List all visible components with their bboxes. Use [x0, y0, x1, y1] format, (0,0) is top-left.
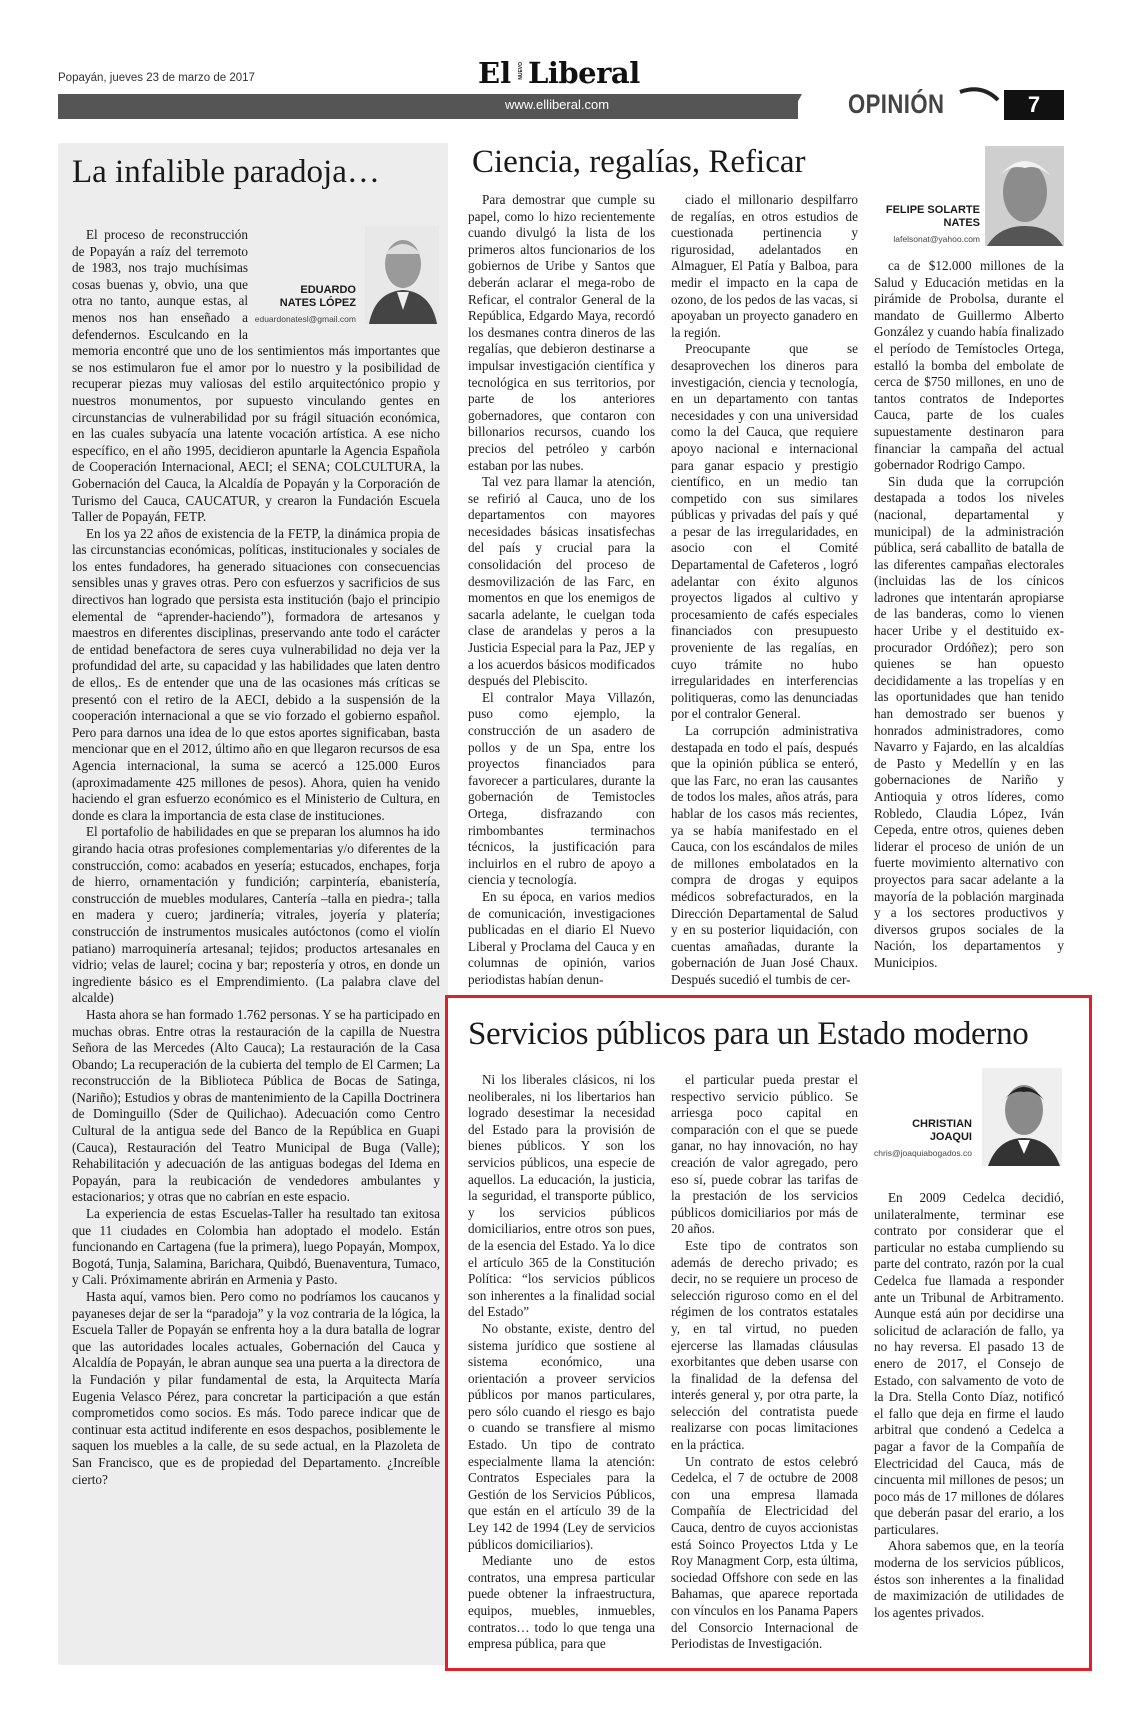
article-3-author-photo — [982, 1068, 1062, 1166]
paragraph: En los ya 22 años de existencia de la FETP, la dinámica propia de las circunstancias económicas, políticas, institucionales y sociales de los entes fundadores, ha generado situaciones con consecuencias sensibles unas y graves otras. Pero con esfuerzos y sacrificios de sus directivos han logrado que persista esta institución (bajo el principio elemental de “aprender-haciendo”), formadora de artesanos y maestros en diferentes disciplinas, preservando ante todo el carácter de entidad benefactora de seres cuya vulnerabilidad no deja ver la profundidad del arte, su capacidad y las habilidades que laten dentro de ellos,. Es de entender que una de las ocasiones más críticas se presentó con el retiro de la AECI, debido a la suspensión de la cooperación internacional a que se vio forzado el gobierno español. Pero para darnos una idea de lo que estos aportes significaban, basta mencionar que en el 2012, último año en que llegaron recursos de esa Agencia internacional, la suma se acercó a 125.000 Euros (aproximadamente 425 millones de pesos). Ahora, quien ha venido haciendo el gran esfuerzo económico es el Ministerio de Cultura, en donde es clara la importancia de esta clase de instituciones. — [72, 525, 440, 823]
paragraph: El contralor Maya Villazón, puso como ejemplo, la construcción de un asadero de pollos y de un Spa, entre los proyectos financiados para favorecer a particulares, durante la gobernación de Temistocles Ortega, disfrazando con rimbombantes terminachos técnicos, la justificación para incluirlos en el rubro de apoyo a ciencia y tecnología. — [468, 689, 655, 888]
paragraph: En su época, en varios medios de comunicación, investigaciones publicadas en el diario El Nuevo Liberal y Proclama del Cauca y en columnas de opinión, varios periodistas habían denun- — [468, 888, 655, 987]
article-1-author-email: eduardonatesl@gmail.com — [254, 314, 356, 324]
article-3-column-3 — [874, 1190, 1064, 1662]
paragraph: ciado el millonario despilfarro de regalías, en otros estudios de cuestionada pertinencia y rigurosidad, adelantados en Almaguer, El Patía y Balboa, para medir el impacto en la capa de ozono, de los pedos de las vacas, si apoyaban un proyecto ganadero en la región. — [671, 192, 858, 340]
section-title: OPINIÓN — [848, 89, 945, 119]
paragraph: ca de $12.000 millones de la Salud y Educación metidas en la pirámide de Probolsa, durante el mandato de Guillermo Alberto González y cuando había finalizado el período de Temístocles Ortega, estalló la bomba del embolate de cerca de $750 millones, en uno de tantos contratos de Indeportes Cauca, parte de los cuales supuestamente destinaron para financiar la campaña del actual gobernador Rodrigo Campo. — [874, 258, 1064, 473]
header-date: Popayán, jueves 23 de marzo de 2017 — [58, 72, 255, 84]
article-3-column-1 — [468, 1072, 655, 1662]
paragraph: el particular pueda prestar el respectivo servicio público. Se arriesga poco capital en comparación con el que se puede ganar, no hay innovación, no hay creación de valor agregado, pero eso sí, puede cobrar las tarifas de la prestación de los servicios públicos domiciliarios por más de 20 años. — [671, 1072, 858, 1237]
article-1-title: La infalible paradoja… — [72, 154, 380, 190]
page-number: 7 — [1027, 92, 1041, 117]
article-2-author-name: FELIPE SOLARTE NATES — [885, 204, 980, 229]
paragraph: El proceso de reconstrucción de Popayán a raíz del terremoto de 1983, nos trajo muchísimas cosas buenas y, obvio, una que otra no tanto, aunque estas, al menos nos han enseñado a defendernos. Esculcando en la memoria encontré que uno de los sentimientos más importantes que se nos estimularon fue el amor por lo nuestro y la posibilidad de recuperar piezas muy valiosas del estilo arquitectónico propio y nuestros monumentos, por supuesto vinculando gentes en circunstancias de vulnerabilidad por su frágil situación económica, en las cuales subyacía una latente vocación artística. A ese nicho específico, en el año 1995, decidieron apuntarle la Agencia Española de Cooperación Internacional, AECI; el SENA; COLCULTURA, la Gobernación del Cauca, la Alcaldía de Popayán y la Corporación de Turismo del Cauca, CAUCATUR, y crearon la Fundación Escuela Taller de Popayán, FETP. — [72, 227, 440, 525]
article-2-column-1 — [468, 192, 655, 987]
paragraph: Mediante uno de estos contratos, una empresa particular puede obtener la infraestructura, equipos, muebles, inmuebles, contratos… todo lo que tenga una empresa pública, para que — [468, 1553, 655, 1652]
paragraph: Hasta aquí, vamos bien. Pero como no podríamos los caucanos y payaneses dejar de ser la “paradoja” y la voz contraria de la lógica, la Escuela Taller de Popayán se enfrenta hoy a la dura batalla de lograr que las autoridades locales actuales, Gobernación del Cauca y Alcaldía de Popayán, le abran aunque sea una puerta a la directora de la Fundación y pilar fundamental de esta, la Arquitecta María Eugenia Velasco Pérez, para concretar la participación a que están comprometidos como socios. Es más. Todo parece indicar que de continuar esta actitud indiferente en esos despachos, posiblemente le saquen los muebles a la calle, de su sede actual, en la Plazoleta de San Francisco, que es de propiedad del Departamento. ¿Increíble cierto? — [72, 1289, 440, 1487]
article-1-body — [72, 227, 440, 1655]
paragraph: La experiencia de estas Escuelas-Taller ha resultado tan exitosa que 11 ciudades en Colombia han adoptado el modelo. Están funcionando en Cartagena (fue la primera), luego Popayán, Mompox, Bogotá, Tunja, Salamina, Barichara, Quibdó, Buenaventura, Tumaco, y Cali. Próximamente abrirán en Armenia y Pasto. — [72, 1206, 440, 1288]
paragraph: El portafolio de habilidades en que se preparan los alumnos ha ido girando hacia otras profesiones complementarias y/o diferentes de la construcción, como: acabados en yesería; estucados, enchapes, forja de hierro, ornamentación y fundición; carpintería, ebanistería, construcción de muebles modulares, Cantería –talla en piedra-; talla en madera y cuero; jardinería; vitrales, joyería y platería; construcción de instrumentos musicales autóctonos (como el violín patiano) marroquinería artesanal; tejidos; productos artesanales en vidrio; velas de laurel; cocina y bar; repostería y otros, en donde un ingrediente básico es el Emprendimiento. (La palabra clave del alcalde) — [72, 824, 440, 1006]
header-url[interactable]: www.elliberal.com — [505, 97, 610, 112]
article-3-author-email: chris@joaquiabogados.co — [874, 1148, 972, 1158]
paragraph: Ahora sabemos que, en la teoría moderna de los servicios públicos, éstos son inherentes a la finalidad de maximización de utilidades de los agentes privados. — [874, 1538, 1064, 1620]
paragraph: Sin duda que la corrupción destapada a todos los niveles (nacional, departamental y municipal) de la administración pública, será caballito de batalla de las diferentes campañas electorales (incluidas las de los cínicos ladrones que intentarán apropiarse de las banderas, como lo vienen hacer Uribe y el destituido ex-procurador Ordóñez); pero son quienes se han opuesto decididamente a las tropelías y en las oportunidades que han tenido han demostrado ser buenos y honrados administradores, como Navarro y Fajardo, en las alcaldías de Pasto y Medellín y en las gobernaciones de Nariño y Antioquia y otros líderes, como Robledo, Claudia López, Iván Cepeda, entre otros, quienes deben liderar el proceso de unión de un fuerte movimiento alternativo con proyectos para sacar adelante a la mayoría de la población marginada y a los sectores productivos y diversos grupos sociales de la Nación, los departamentos y Municipios. — [874, 473, 1064, 970]
article-2-title: Ciencia, regalías, Reficar — [472, 144, 806, 180]
article-2-column-2 — [671, 192, 858, 987]
article-2-author-email: lafelsonat@yahoo.com — [893, 234, 980, 244]
section-swoosh-icon — [958, 86, 1002, 120]
logo-nuevo: NUEVO — [518, 62, 524, 80]
header-bar-corner — [788, 94, 802, 119]
article-3-author-name: CHRISTIAN JOAQUI — [912, 1118, 972, 1143]
paragraph: En 2009 Cedelca decidió, unilateralmente, terminar ese contrato por considerar que el particular no estaba cumpliendo su parte del contrato, razón por la cual Cedelca fue llamada a responder ante un Tribunal de Arbitramento. Aunque está aún por decidirse una solicitud de aclaración de fallo, ya no hay reversa. El pasado 13 de enero de 2017, el Consejo de Estado, con salvamento de voto de la Dra. Stella Conto Díaz, notificó el fallo que deja en firme el laudo arbitral que condenó a Cedelca a pagar a favor de la Compañía de Electricidad del Cauca, más de cincuenta mil millones de pesos; un poco más de 17 millones de dólares que deberán pasar del erario, a los particulares. — [874, 1190, 1064, 1537]
portrait-icon — [982, 1068, 1062, 1166]
masthead-logo — [478, 56, 638, 92]
byline-float-spacer — [248, 227, 440, 335]
paragraph: Tal vez para llamar la atención, se refirió al Cauca, uno de los departamentos con mayores necesidades básicas insatisfechas del país y crucial para la consolidación del proceso de desmovilización de las Farc, en momentos en que los enemigos de sacarla adelante, le cuelgan toda clase de arandelas y peros a la Justicia Especial para la Paz, JEP y a los acuerdos básicos modificados después del Plebiscito. — [468, 474, 655, 689]
paragraph: La corrupción administrativa destapada en todo el país, después que la opinión pública se enteró, que las Farc, no eran las causantes de todos los males, años atrás, para hablar de los casos más recientes, ya se había manifestado en el Cauca, con los escándalos de miles de millones embolatados en la compra de drogas y equipos médicos sobrefacturados, en la Dirección Departamental de Salud y en su posterior liquidación, con cuentas amañadas, durante la gobernación de Juan José Chaux. Después sucedió el tumbis de cer- — [671, 723, 858, 987]
logo-liberal: Liberal — [528, 56, 640, 90]
portrait-icon — [985, 146, 1064, 246]
logo-el: El — [478, 56, 512, 90]
paragraph: Hasta ahora se han formado 1.762 personas. Y se ha participado en muchas obras. Entre otras la restauración de la capilla de Nuestra Señora de las Mercedes (Alto Cauca); La restauración de la Casa Obando; La recuperación de la cubierta del templo de El Carmen; La reconstrucción de la Biblioteca Pública de Bocas de Satinga, (Nariño); Estudios y obras de mantenimiento de la Capilla Doctrinera de Dominguillo (Sder de Quilichao). Adecuación como Centro Cultural de la antigua sede del Banco de la República en Guapi (Cauca), Restauración del Teatro Municipal de Buga (Valle); Rehabilitación y adecuación de las antiguas bodegas del Idema en Popayán, para la reubicación de vendedores ambulantes y estacionarios; y otras que no cabrían en este espacio. — [72, 1006, 440, 1205]
paragraph: Ni los liberales clásicos, ni los neoliberales, ni los libertarios han logrado desestimar la necesidad del Estado para la provisión de bienes públicos. Y son los servicios públicos, una especie de aquellos. La educación, la justicia, la seguridad, el transporte público, y los servicios públicos domiciliarios, entre otros son pues, de la esencia del Estado. Ya lo dice el artículo 365 de la Constitución Política: “los servicios públicos son inherentes a la finalidad social del Estado” — [468, 1072, 655, 1320]
article-1-author-name: EDUARDO NATES LÓPEZ — [279, 284, 356, 309]
paragraph: Un contrato de estos celebró Cedelca, el 7 de octubre de 2008 con una empresa llamada Compañía de Electricidad del Cauca, dentro de cuyos accionistas está Soinco Proyectos Ltda y Le Roy Managment Corp, esta última, sociedad Offshore con sede en las Bahamas, que aparece reportada con vínculos en los Panama Papers del Consorcio Internacional de Periodistas de Investigación. — [671, 1453, 858, 1652]
paragraph: Este tipo de contratos son además de derecho privado; es decir, no se requiere un proceso de selección riguroso como en el del régimen de los contratos estatales y, en tal virtud, no pueden ejercerse las llamadas cláusulas exorbitantes que deben usarse con la finalidad de la defensa del interés general y, por otra parte, la selección del contratista puede realizarse con pocas limitaciones en la práctica. — [671, 1237, 858, 1453]
article-2-column-3 — [874, 258, 1064, 987]
paragraph: Para demostrar que cumple su papel, como lo hizo recientemente cuando divulgó la lista de los primeros altos funcionarios de los gobiernos de Uribe y Santos que deberán aclarar el mega-robo de Reficar, el contralor General de la República, Edgardo Maya, recordó los desmanes contra dineros de las regalías, que debieron destinarse a impulsar investigación científica y tecnológica en sus territorios, por parte de los anteriores gobernadores, que contaron con billonarios recursos, cuando los precios del petróleo y carbón estaban por las nubes. — [468, 192, 655, 473]
article-3-title: Servicios públicos para un Estado moderno — [468, 1016, 1029, 1052]
header-bar — [58, 94, 798, 119]
article-2-author-photo — [985, 146, 1064, 246]
paragraph: Preocupante que se desaprovechen los dineros para investigación, ciencia y tecnología, en un departamento con tantas necesidades y con una universidad como la del Cauca, que requiere apoyo nacional e internacional para ganar espacio y prestigio científico, en un medio tan competido con sus similares públicas y privadas del país y qué a pesar de las irregularidades, en asocio con el Comité Departamental de Cafeteros , logró adelantar con éxito algunos proyectos ligados al cultivo y procesamiento de cafés especiales financiados con presupuesto proveniente de las regalías, en cuyo trámite no hubo irregularidades en interferencias politiqueras, como las denunciadas por el contralor General. — [671, 341, 858, 722]
paragraph: No obstante, existe, dentro del sistema jurídico que sostiene al sistema económico, una orientación a proveer servicios públicos por manos particulares, pero sólo cuando el riesgo es bajo o cuando se transfiere al mismo Estado. Un tipo de contrato especialmente llama la atención: Contratos Especiales para la Gestión de los Servicios Públicos, que están en el artículo 39 de la Ley 142 de 1994 (Ley de servicios públicos domiciliarios). — [468, 1320, 655, 1552]
article-3-column-2 — [671, 1072, 858, 1662]
